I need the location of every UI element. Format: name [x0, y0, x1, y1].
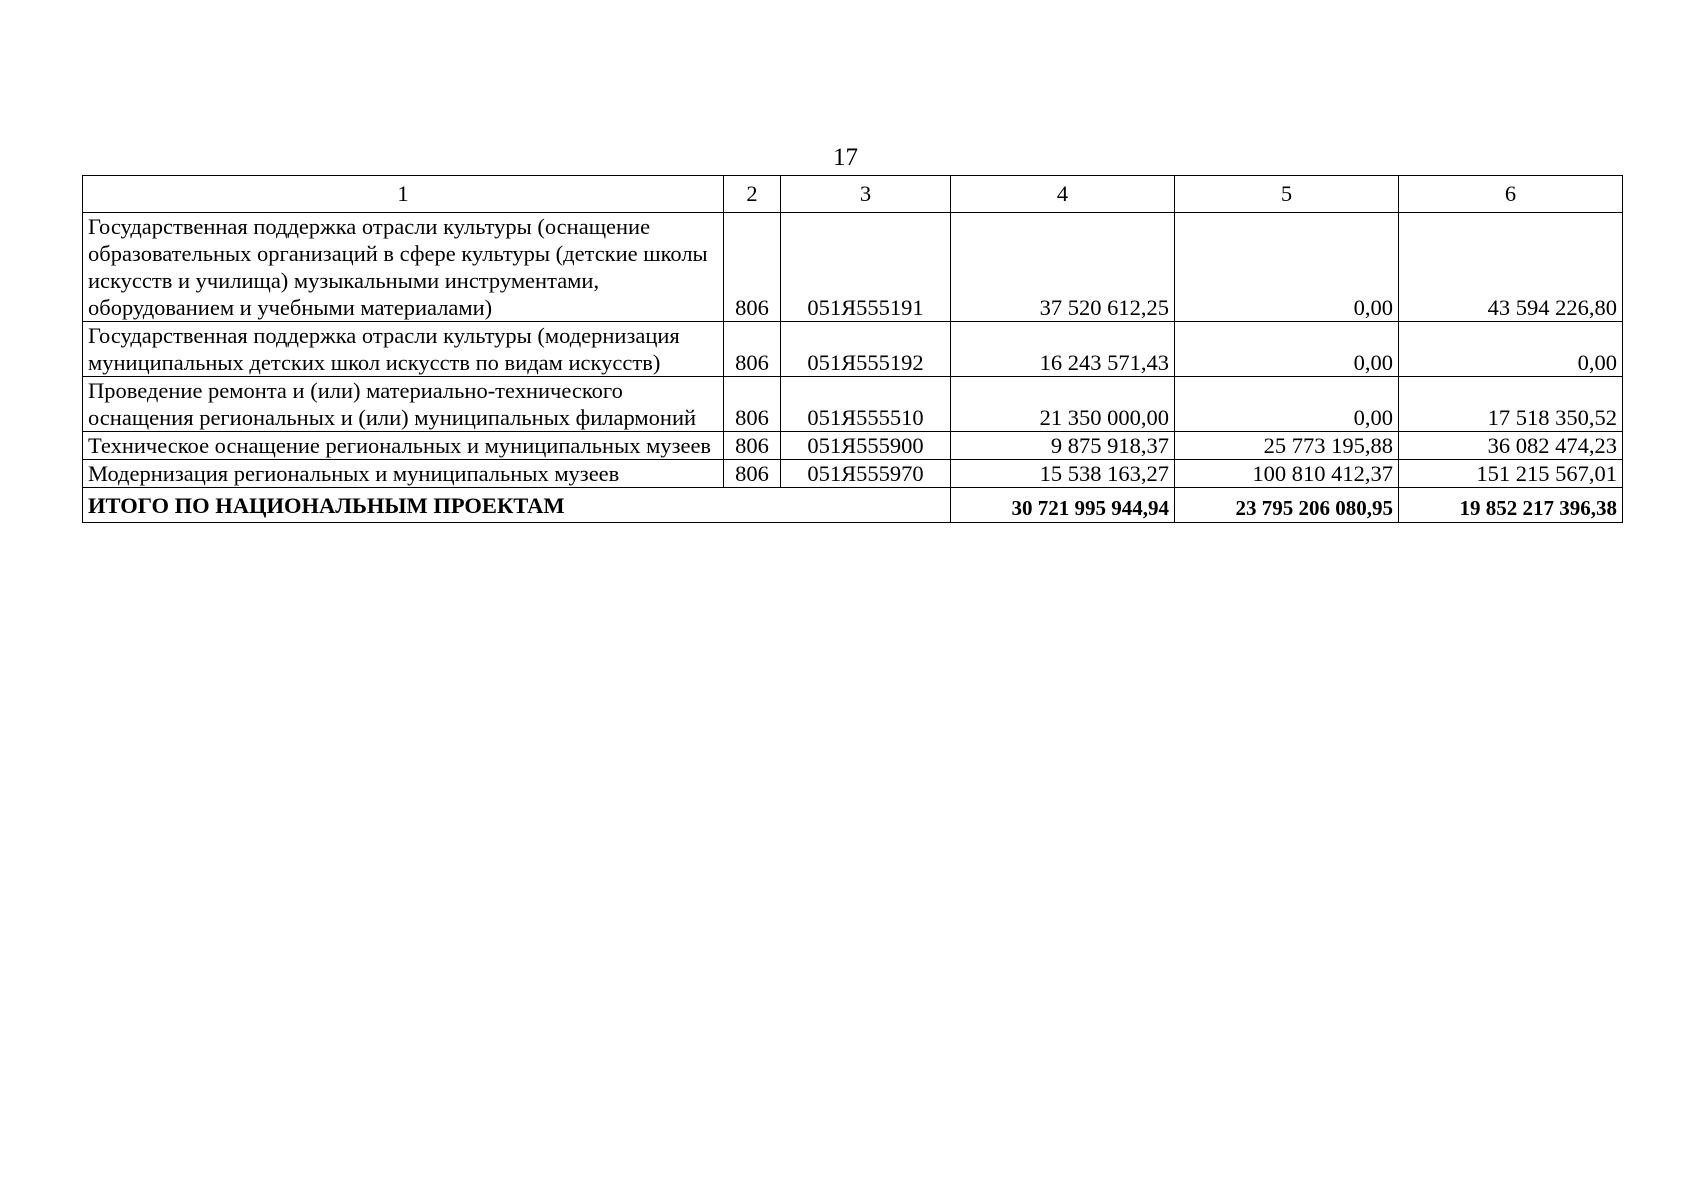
total-value-5: 23 795 206 080,95 [1175, 488, 1399, 523]
row-value-4: 16 243 571,43 [951, 322, 1175, 377]
total-label: ИТОГО ПО НАЦИОНАЛЬНЫМ ПРОЕКТАМ [83, 488, 951, 523]
table-row [83, 377, 1623, 432]
row-value-5: 0,00 [1175, 213, 1399, 322]
header-col-2: 2 [724, 176, 781, 213]
row-value-5: 0,00 [1175, 322, 1399, 377]
row-name: Техническое оснащение региональных и муниципальных музеев [83, 432, 724, 460]
header-col-1: 1 [83, 176, 724, 213]
row-value-5: 25 773 195,88 [1175, 432, 1399, 460]
row-value-4: 37 520 612,25 [951, 213, 1175, 322]
row-value-4: 9 875 918,37 [951, 432, 1175, 460]
row-article: 051Я555510 [781, 377, 951, 432]
row-name: Государственная поддержка отрасли культуры (оснащение образовательных организаций в сфере культуры (детские школы искусств и училища) музыкальными инструментами, оборудованием и учебными материалами) [83, 213, 724, 322]
row-name: Модернизация региональных и муниципальных музеев [83, 460, 724, 488]
total-value-4: 30 721 995 944,94 [951, 488, 1175, 523]
row-value-6: 151 215 567,01 [1399, 460, 1623, 488]
row-name: Государственная поддержка отрасли культуры (модернизация муниципальных детских школ искусств по видам искусств) [83, 322, 724, 377]
table-row [83, 213, 1623, 322]
total-row [83, 488, 1623, 523]
table-row [83, 322, 1623, 377]
row-code: 806 [724, 213, 781, 322]
row-code: 806 [724, 460, 781, 488]
table-row [83, 460, 1623, 488]
row-value-5: 100 810 412,37 [1175, 460, 1399, 488]
row-code: 806 [724, 432, 781, 460]
row-value-6: 43 594 226,80 [1399, 213, 1623, 322]
header-col-3: 3 [781, 176, 951, 213]
header-col-4: 4 [951, 176, 1175, 213]
header-row [83, 176, 1623, 213]
header-col-6: 6 [1399, 176, 1623, 213]
row-value-5: 0,00 [1175, 377, 1399, 432]
total-value-6: 19 852 217 396,38 [1399, 488, 1623, 523]
row-code: 806 [724, 322, 781, 377]
row-value-6: 36 082 474,23 [1399, 432, 1623, 460]
row-article: 051Я555191 [781, 213, 951, 322]
row-value-6: 17 518 350,52 [1399, 377, 1623, 432]
row-code: 806 [724, 377, 781, 432]
row-article: 051Я555970 [781, 460, 951, 488]
budget-table [82, 175, 1623, 523]
row-value-4: 21 350 000,00 [951, 377, 1175, 432]
page-number: 17 [833, 144, 858, 171]
row-article: 051Я555192 [781, 322, 951, 377]
header-col-5: 5 [1175, 176, 1399, 213]
row-article: 051Я555900 [781, 432, 951, 460]
row-value-4: 15 538 163,27 [951, 460, 1175, 488]
row-name: Проведение ремонта и (или) материально-технического оснащения региональных и (или) муниципальных филармоний [83, 377, 724, 432]
table-row [83, 432, 1623, 460]
row-value-6: 0,00 [1399, 322, 1623, 377]
